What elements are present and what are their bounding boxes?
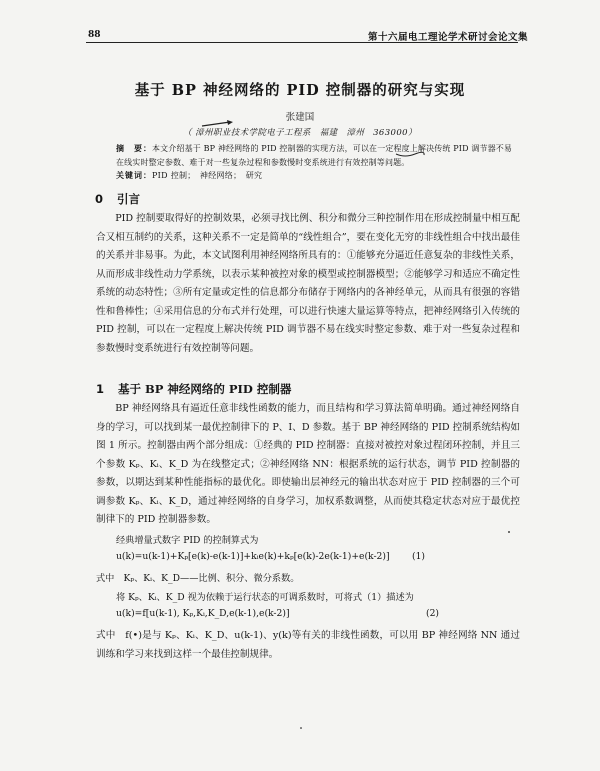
equation-1: u(k)=u(k-1)+Kₚ[e(k)-e(k-1)]+kᵢe(k)+kₚ[e(k)-2e(k-1)+e(k-2)] bbox=[116, 551, 390, 562]
section-0-paragraph: PID 控制要取得好的控制效果，必须寻找比例、积分和微分三种控制作用在形成控制量中相互配合又相互制约的关系，这种关系不一定是简单的“线性组合”，要在变化无穷的非线性组合中找出最佳的关系并非易事。为此，本文试图利用神经网络所具有的：①能够充分逼近任意复杂的非线性关系，从而形成非线性动力学系统，以表示某种被控对象的模型或控制器模型；②能够学习和适应不确定性系统的动态特性；③所有定量或定性的信息都分布储存于网络内的各神经单元，从而具有很强的容错性和鲁棒性；④采用信息的分布式并行处理，可以进行快速大量运算等特点，把神经网络引入传统的 PID 控制，可以在一定程度上解决传统 PID 调节器不易在线实时整定参数、难于对一些复杂过程和参数慢时变系统进行有效控制等问题。 bbox=[96, 213, 520, 354]
section-1-paragraph: BP 神经网络具有逼近任意非线性函数的能力，而且结构和学习算法简单明确。通过神经网络自身的学习，可以找到某一最优控制律下的 P、I、D 参数。基于 BP 神经网络的 PID 控制系统结构如图 1 所示。控制器由两个部分组成：①经典的 PID 控制器：直接对被控对象过程闭环控制，并且三个参数 Kₚ、Kᵢ、K_D 为在线整定式；②神经网络 NN：根据系统的运行状态，调节 PID 控制器的参数，以期达到某种性能指标的最优化。即使输出层神经元的输出状态对应于 PID 控制器的三个可调参数 Kₚ、Kᵢ、K_D，通过神经网络的自身学习，加权系数调整，从而使其稳定状态对应于最优控制律下的 PID 控制器参数。 bbox=[96, 403, 520, 526]
affiliation: （ 漳州职业技术学院电子工程系 福建 漳州 363000） bbox=[183, 128, 417, 138]
page-number: 88 bbox=[88, 30, 101, 40]
section-1-heading bbox=[96, 381, 291, 397]
underline-mark-icon bbox=[395, 151, 425, 159]
abstract-text: 本文介绍基于 BP 神经网络的 PID 控制器的实现方法，可以在一定程度上解决传统 PID 调节器不易在线实时整定参数、难于对一些复杂过程和参数慢时变系统进行有效控制等问题。 bbox=[116, 144, 513, 167]
speck-2 bbox=[300, 727, 302, 729]
paper-title: 基于 BP 神经网络的 PID 控制器的研究与实现 bbox=[134, 82, 466, 99]
section-1-title: 基于 BP 神经网络的 PID 控制器 bbox=[118, 382, 292, 396]
section-1-number: 1 bbox=[96, 382, 105, 396]
author: 张建国 bbox=[285, 112, 315, 123]
keywords-text: PID 控制； 神经网络； 研究 bbox=[152, 171, 263, 180]
equation-2-number: (2) bbox=[426, 608, 440, 619]
equation-intro: 经典增量式数字 PID 的控制算式为 bbox=[116, 535, 259, 546]
abstract bbox=[116, 141, 520, 170]
header-rule bbox=[86, 42, 518, 43]
equation-2-where: 式中 f(•)是与 Kₚ、Kᵢ、K_D、u(k-1)、y(k)等有关的非线性函数，可以用 BP 神经网络 NN 通过训练和学习来找到这样一个最佳控制规律。 bbox=[96, 630, 520, 660]
section-0-number: 0 bbox=[95, 192, 104, 206]
speck bbox=[508, 531, 510, 533]
equation-1-where: 式中 Kₚ、Kᵢ、K_D——比例、积分、微分系数。 bbox=[96, 573, 300, 584]
keywords bbox=[116, 170, 262, 181]
equation-2: u(k)=f[u(k-1), Kₚ,Kᵢ,K_D,e(k-1),e(k-2)] bbox=[116, 608, 290, 619]
running-header: 第十六届电工理论学术研讨会论文集 bbox=[368, 32, 529, 43]
section-0-heading bbox=[95, 191, 140, 207]
section-0-title: 引言 bbox=[117, 192, 141, 206]
abstract-label: 摘 要： bbox=[116, 143, 152, 153]
equation-1-number: (1) bbox=[412, 551, 426, 562]
keywords-label: 关键词： bbox=[116, 170, 152, 180]
equation-2-intro: 将 Kₚ、Kᵢ、K_D 视为依赖于运行状态的可调系数时，可将式（1）描述为 bbox=[116, 592, 414, 603]
